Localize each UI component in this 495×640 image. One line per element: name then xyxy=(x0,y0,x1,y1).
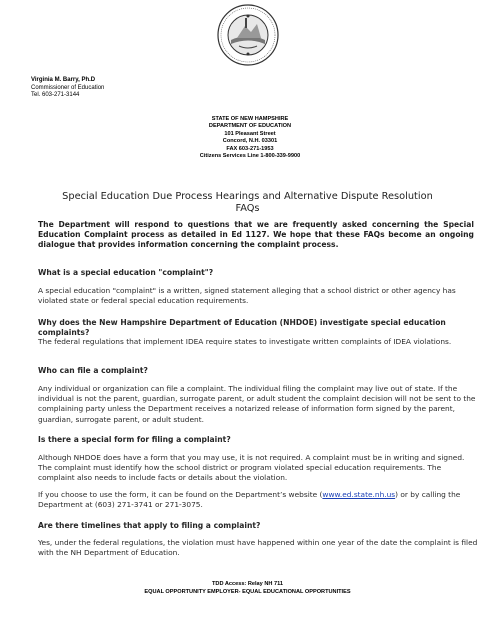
commissioner-title: Commissioner of Education xyxy=(31,84,105,91)
faq-question-1: What is a special education "complaint"? xyxy=(38,268,214,277)
faq-question-5: Are there timelines that apply to filing a complaint? xyxy=(38,521,261,530)
faq-answer-3: Any individual or organization can file a complaint. The individual filing the complaint may live out of state. If the individual is not the parent, guardian, surrogate parent, or adult student the complaint decision will not be sent to the complaining party unless the Department receives a notarized release of information form signed by the parent, guardian, surrogate parent, or adult student. xyxy=(38,384,476,424)
faq-question-4: Is there a special form for filing a complaint? xyxy=(38,435,231,444)
form-info-suffix: ) or by calling the Department at (603) 271-3741 or 271-3075. xyxy=(38,490,461,510)
faq-answer-2: The federal regulations that implement IDEA require states to investigate written complaints of IDEA violations. xyxy=(38,337,452,346)
form-info-prefix: If you choose to use the form, it can be found on the Department’s website ( xyxy=(38,490,323,499)
nh-state-seal-icon xyxy=(217,4,279,66)
tdd-access-line: TDD Access: Relay NH 711 xyxy=(212,581,283,587)
citizens-services-line: Citizens Services Line 1-800-339-9900 xyxy=(199,153,301,160)
faq-question-3: Who can file a complaint? xyxy=(38,366,148,375)
faq-answer-4: Although NHDOE does have a form that you may use, it is not required. A complaint must be in writing and signed. The complaint must identify how the school district or program violated special education requirements. The complaint also needs to include facts or details about the violation. xyxy=(38,453,465,483)
fax-number: FAX 603-271-1953 xyxy=(226,145,274,152)
department-website-link[interactable]: www.ed.state.nh.us xyxy=(322,490,396,499)
city-address: Concord, N.H. 03301 xyxy=(222,138,278,145)
department-name: DEPARTMENT OF EDUCATION xyxy=(208,123,292,130)
street-address: 101 Pleasant Street xyxy=(224,130,276,137)
faq-answer-4-form-info xyxy=(38,490,478,510)
equal-opportunity-line: EQUAL OPPORTUNITY EMPLOYER- EQUAL EDUCATIONAL OPPORTUNITIES xyxy=(144,589,351,595)
commissioner-tel: Tel. 603-271-3144 xyxy=(31,92,80,98)
letterhead-left xyxy=(31,77,141,100)
faq-answer-5: Yes, under the federal regulations, the violation must have happened within one year of the date the complaint is filed with the NH Department of Education. xyxy=(38,538,478,558)
state-name: STATE OF NEW HAMPSHIRE xyxy=(211,116,289,122)
faq-answer-1: A special education "complaint" is a written, signed statement alleging that a school district or other agency has violated state or federal special education requirements. xyxy=(38,286,456,306)
document-subtitle: FAQs xyxy=(235,203,260,214)
faq-question-2: Why does the New Hampshire Department of Education (NHDOE) investigate special education complaints? xyxy=(38,318,446,337)
commissioner-name: Virginia M. Barry, Ph.D xyxy=(31,77,96,83)
intro-paragraph: The Department will respond to questions that we are frequently asked concerning the Special Education Complaint process as detailed in Ed 1127. We hope that these FAQs become an ongoing dialogue that provides information concerning the complaint process. xyxy=(38,220,474,250)
letterhead-address xyxy=(150,116,350,160)
document-title: Special Education Due Process Hearings and Alternative Dispute Resolution xyxy=(62,191,433,202)
